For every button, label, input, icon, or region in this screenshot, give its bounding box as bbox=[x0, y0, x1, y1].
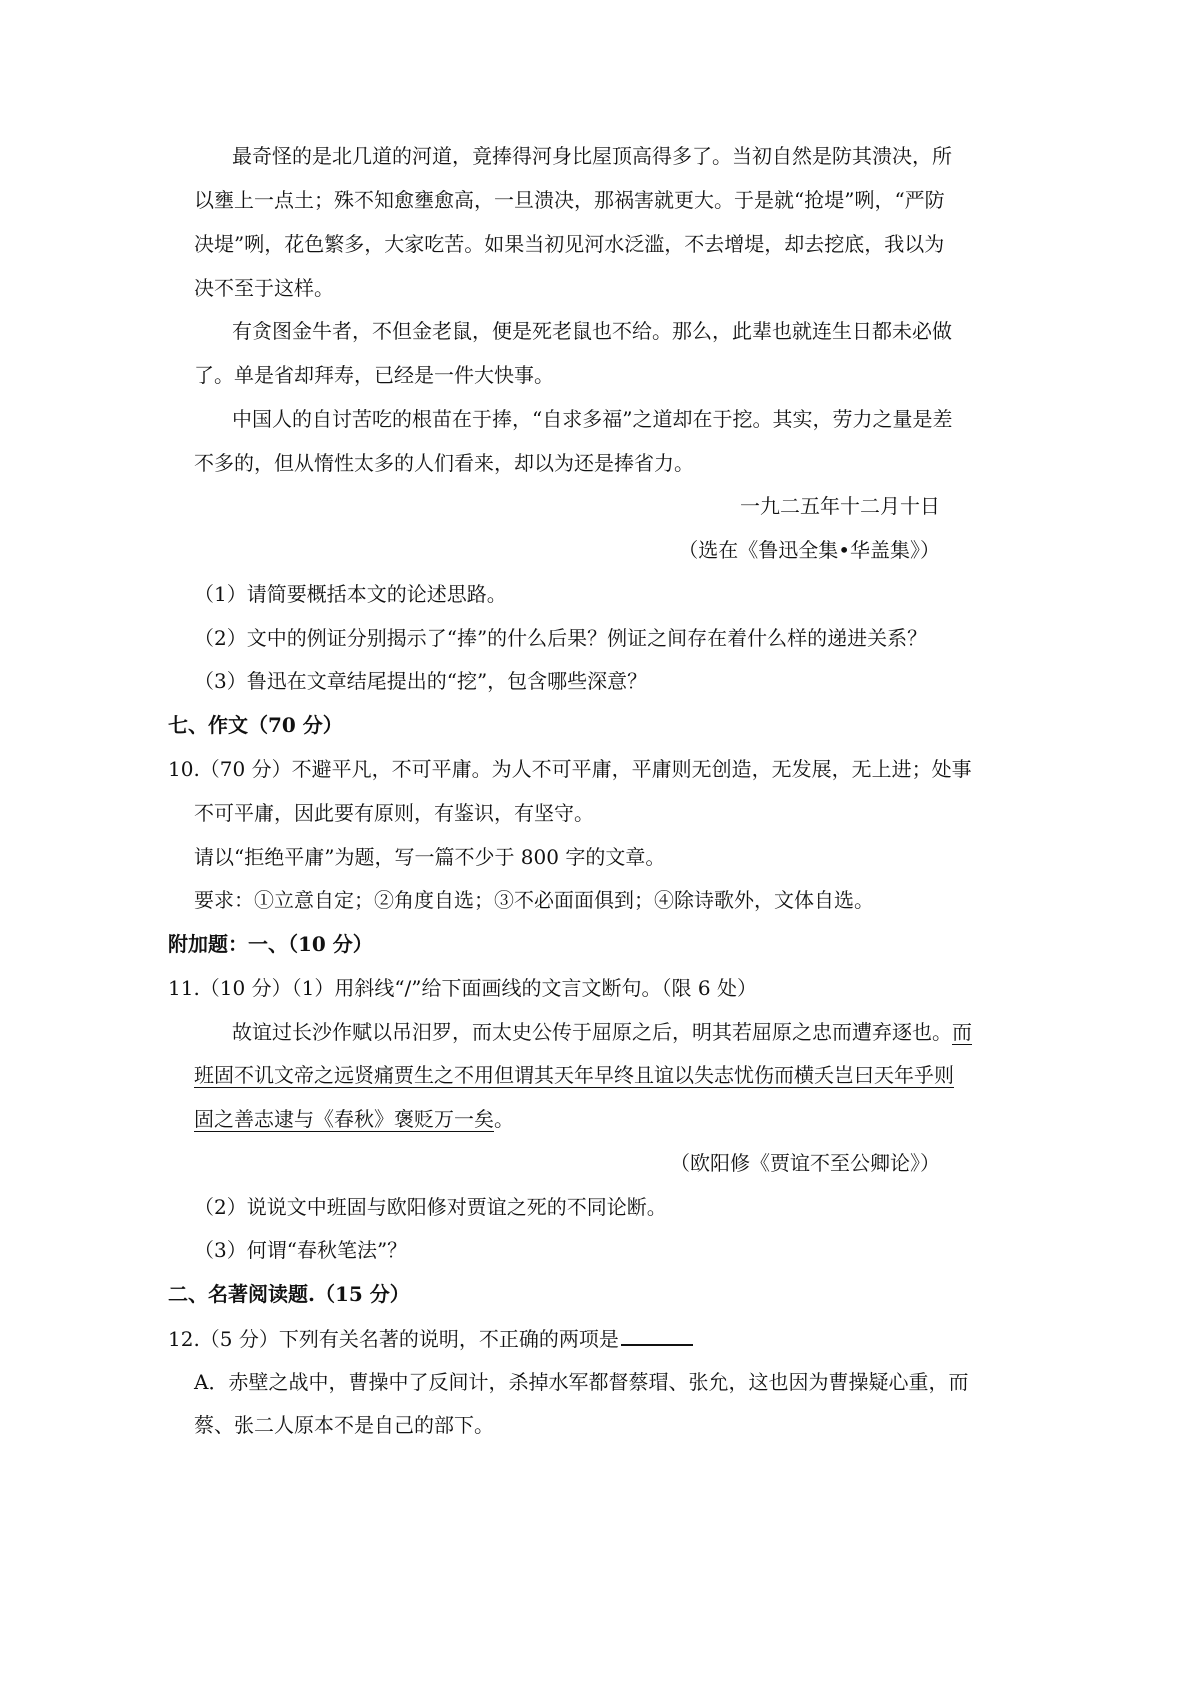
q11-text-underlined-start: 而 bbox=[952, 1020, 972, 1044]
q11-text-plain: 故谊过长沙作赋以吊汨罗，而太史公传于屈原之后，明其若屈原之忠而遭弃逐也。 bbox=[232, 1020, 952, 1044]
passage-line: 不多的，但从惰性太多的人们看来，却以为还是捧省力。 bbox=[194, 451, 694, 475]
q11-text-period: 。 bbox=[494, 1107, 514, 1131]
section7-heading: 七、作文（70 分） bbox=[168, 713, 343, 737]
q10-prompt: 请以“拒绝平庸”为题，写一篇不少于 800 字的文章。 bbox=[194, 845, 666, 869]
passage-line: 最奇怪的是北几道的河道，竟捧得河身比屋顶高得多了。当初自然是防其溃决，所 bbox=[232, 144, 952, 168]
passage-line: 中国人的自讨苦吃的根苗在于捧，“自求多福”之道却在于挖。其实，劳力之量是差 bbox=[232, 407, 953, 431]
q11-text-line2 bbox=[194, 1061, 954, 1089]
q11-text-line1 bbox=[232, 1018, 972, 1046]
q10-line1: 10.（70 分）不避平凡，不可平庸。为人不可平庸，平庸则无创造，无发展，无上进；处事 bbox=[168, 757, 972, 781]
q11-text-underlined-end: 固之善志逮与《春秋》褒贬万一矣 bbox=[194, 1107, 494, 1131]
q11-sub2: （2）说说文中班固与欧阳修对贾谊之死的不同论断。 bbox=[194, 1195, 667, 1219]
q12-option-a-line2: 蔡、张二人原本不是自己的部下。 bbox=[194, 1413, 494, 1437]
passage-line: 决不至于这样。 bbox=[194, 276, 334, 300]
q11-sub3: （3）何谓“春秋笔法”？ bbox=[194, 1238, 408, 1262]
passage-line: 有贪图金牛者，不但金老鼠，便是死老鼠也不给。那么，此辈也就连生日都未必做 bbox=[232, 319, 952, 343]
q10-line2: 不可平庸，因此要有原则，有鉴识，有坚守。 bbox=[194, 801, 594, 825]
passage-source: （选在《鲁迅全集•华盖集》） bbox=[678, 538, 940, 562]
q12-stem: 12.（5 分）下列有关名著的说明，不正确的两项是 bbox=[168, 1327, 619, 1351]
q12-option-a-line1: A．赤壁之战中，曹操中了反间计，杀掉水军都督蔡瑁、张允，这也因为曹操疑心重，而 bbox=[194, 1370, 969, 1394]
passage-date: 一九二五年十二月十日 bbox=[740, 494, 940, 518]
q12-stem-line bbox=[168, 1324, 693, 1353]
section2-heading: 二、名著阅读题.（15 分） bbox=[168, 1282, 410, 1306]
q11-intro: 11.（10 分）（1）用斜线“/”给下面画线的文言文断句。（限 6 处） bbox=[168, 976, 757, 1000]
passage-line: 了。单是省却拜寿，已经是一件大快事。 bbox=[194, 363, 554, 387]
passage-line: 以壅上一点土；殊不知愈壅愈高，一旦溃决，那祸害就更大。于是就“抢堤”咧，“严防 bbox=[194, 188, 945, 212]
q11-text-line3 bbox=[194, 1105, 514, 1133]
answer-blank[interactable] bbox=[621, 1324, 693, 1346]
bonus-heading: 附加题：一、（10 分） bbox=[168, 932, 373, 956]
q10-requirements: 要求：①立意自定；②角度自选；③不必面面俱到；④除诗歌外，文体自选。 bbox=[194, 888, 874, 912]
passage-line: 决堤”咧，花色繁多，大家吃苦。如果当初见河水泛滥，不去增堤，却去挖底，我以为 bbox=[194, 232, 945, 256]
q11-text-underlined: 班固不讥文帝之远贤痛贾生之不用但谓其天年早终且谊以失志忧伤而横夭岂曰天年乎则 bbox=[194, 1063, 954, 1087]
q11-source: （欧阳修《贾谊不至公卿论》） bbox=[670, 1151, 940, 1175]
q9-sub1: （1）请简要概括本文的论述思路。 bbox=[194, 582, 507, 606]
q9-sub3: （3）鲁迅在文章结尾提出的“挖”，包含哪些深意？ bbox=[194, 669, 648, 693]
q9-sub2: （2）文中的例证分别揭示了“捧”的什么后果？例证之间存在着什么样的递进关系？ bbox=[194, 626, 928, 650]
